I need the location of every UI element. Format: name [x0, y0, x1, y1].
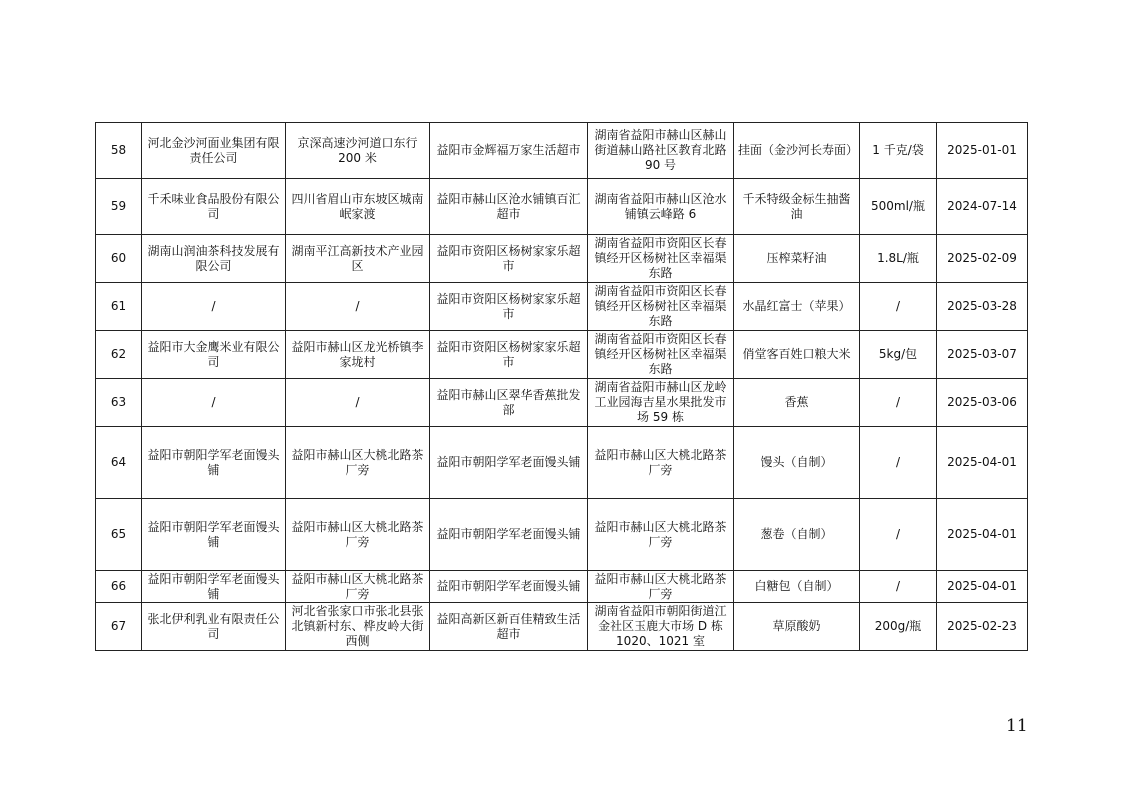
seller-address: 湖南省益阳市资阳区长春镇经开区杨树社区幸福渠东路 — [588, 283, 734, 331]
manufacturer-address: 四川省眉山市东坡区城南岷家渡 — [286, 179, 430, 235]
production-date: 2025-04-01 — [937, 499, 1028, 571]
seller-name: 益阳市金辉福万家生活超市 — [430, 123, 588, 179]
seller-name: 益阳市朝阳学军老面馒头铺 — [430, 427, 588, 499]
product-name: 白糖包（自制） — [734, 571, 860, 603]
manufacturer-address: 益阳市赫山区大桃北路茶厂旁 — [286, 499, 430, 571]
page-number: 11 — [1006, 716, 1028, 736]
row-number: 66 — [96, 571, 142, 603]
seller-address: 湖南省益阳市赫山区赫山街道赫山路社区教育北路 90 号 — [588, 123, 734, 179]
manufacturer-address: 河北省张家口市张北县张北镇新村东、桦皮岭大街西侧 — [286, 603, 430, 651]
manufacturer-address: 京深高速沙河道口东行 200 米 — [286, 123, 430, 179]
table-row — [96, 603, 1028, 651]
product-name: 压榨菜籽油 — [734, 235, 860, 283]
manufacturer-name: 益阳市朝阳学军老面馒头铺 — [142, 427, 286, 499]
row-number: 59 — [96, 179, 142, 235]
table-row — [96, 499, 1028, 571]
seller-address: 湖南省益阳市资阳区长春镇经开区杨树社区幸福渠东路 — [588, 331, 734, 379]
seller-name: 益阳高新区新百佳精致生活超市 — [430, 603, 588, 651]
product-spec: / — [860, 571, 937, 603]
table-row — [96, 571, 1028, 603]
manufacturer-address: 湖南平江高新技术产业园区 — [286, 235, 430, 283]
product-spec: 200g/瓶 — [860, 603, 937, 651]
product-spec: 5kg/包 — [860, 331, 937, 379]
product-spec: / — [860, 283, 937, 331]
table-row — [96, 283, 1028, 331]
production-date: 2025-03-06 — [937, 379, 1028, 427]
manufacturer-name: 益阳市朝阳学军老面馒头铺 — [142, 499, 286, 571]
manufacturer-name: / — [142, 379, 286, 427]
product-name: 挂面（金沙河长寿面） — [734, 123, 860, 179]
product-spec: 1.8L/瓶 — [860, 235, 937, 283]
row-number: 61 — [96, 283, 142, 331]
row-number: 60 — [96, 235, 142, 283]
manufacturer-name: 张北伊利乳业有限责任公司 — [142, 603, 286, 651]
seller-address: 湖南省益阳市朝阳街道江金社区玉鹿大市场 D 栋 1020、1021 室 — [588, 603, 734, 651]
product-spec: / — [860, 499, 937, 571]
seller-address: 益阳市赫山区大桃北路茶厂旁 — [588, 499, 734, 571]
product-spec: 1 千克/袋 — [860, 123, 937, 179]
manufacturer-name: 河北金沙河面业集团有限责任公司 — [142, 123, 286, 179]
sampling-table — [95, 122, 1028, 651]
manufacturer-address: 益阳市赫山区龙光桥镇李家垅村 — [286, 331, 430, 379]
seller-name: 益阳市资阳区杨树家家乐超市 — [430, 235, 588, 283]
production-date: 2025-02-23 — [937, 603, 1028, 651]
table-row — [96, 235, 1028, 283]
manufacturer-name: 益阳市大金鹰米业有限公司 — [142, 331, 286, 379]
manufacturer-address: / — [286, 283, 430, 331]
product-spec: / — [860, 427, 937, 499]
manufacturer-name: / — [142, 283, 286, 331]
table-row — [96, 331, 1028, 379]
manufacturer-address: / — [286, 379, 430, 427]
production-date: 2025-03-28 — [937, 283, 1028, 331]
seller-name: 益阳市赫山区翠华香蕉批发部 — [430, 379, 588, 427]
seller-address: 湖南省益阳市赫山区沧水铺镇云峰路 6 — [588, 179, 734, 235]
production-date: 2025-01-01 — [937, 123, 1028, 179]
product-name: 俏堂客百姓口粮大米 — [734, 331, 860, 379]
row-number: 63 — [96, 379, 142, 427]
seller-name: 益阳市赫山区沧水铺镇百汇超市 — [430, 179, 588, 235]
seller-address: 湖南省益阳市资阳区长春镇经开区杨树社区幸福渠东路 — [588, 235, 734, 283]
production-date: 2025-03-07 — [937, 331, 1028, 379]
production-date: 2025-02-09 — [937, 235, 1028, 283]
production-date: 2024-07-14 — [937, 179, 1028, 235]
manufacturer-name: 千禾味业食品股份有限公司 — [142, 179, 286, 235]
table-body — [96, 123, 1028, 651]
table-row — [96, 123, 1028, 179]
table-row — [96, 379, 1028, 427]
product-name: 草原酸奶 — [734, 603, 860, 651]
manufacturer-name: 湖南山润油茶科技发展有限公司 — [142, 235, 286, 283]
seller-name: 益阳市朝阳学军老面馒头铺 — [430, 499, 588, 571]
table-row — [96, 179, 1028, 235]
row-number: 62 — [96, 331, 142, 379]
product-spec: 500ml/瓶 — [860, 179, 937, 235]
product-spec: / — [860, 379, 937, 427]
production-date: 2025-04-01 — [937, 571, 1028, 603]
seller-name: 益阳市朝阳学军老面馒头铺 — [430, 571, 588, 603]
production-date: 2025-04-01 — [937, 427, 1028, 499]
seller-address: 湖南省益阳市赫山区龙岭工业园海吉星水果批发市场 59 栋 — [588, 379, 734, 427]
seller-address: 益阳市赫山区大桃北路茶厂旁 — [588, 427, 734, 499]
product-name: 香蕉 — [734, 379, 860, 427]
row-number: 67 — [96, 603, 142, 651]
seller-name: 益阳市资阳区杨树家家乐超市 — [430, 331, 588, 379]
product-name: 葱卷（自制） — [734, 499, 860, 571]
manufacturer-address: 益阳市赫山区大桃北路茶厂旁 — [286, 571, 430, 603]
row-number: 65 — [96, 499, 142, 571]
seller-name: 益阳市资阳区杨树家家乐超市 — [430, 283, 588, 331]
table-row — [96, 427, 1028, 499]
manufacturer-name: 益阳市朝阳学军老面馒头铺 — [142, 571, 286, 603]
manufacturer-address: 益阳市赫山区大桃北路茶厂旁 — [286, 427, 430, 499]
row-number: 58 — [96, 123, 142, 179]
seller-address: 益阳市赫山区大桃北路茶厂旁 — [588, 571, 734, 603]
product-name: 馒头（自制） — [734, 427, 860, 499]
row-number: 64 — [96, 427, 142, 499]
product-name: 千禾特级金标生抽酱油 — [734, 179, 860, 235]
product-name: 水晶红富士（苹果） — [734, 283, 860, 331]
